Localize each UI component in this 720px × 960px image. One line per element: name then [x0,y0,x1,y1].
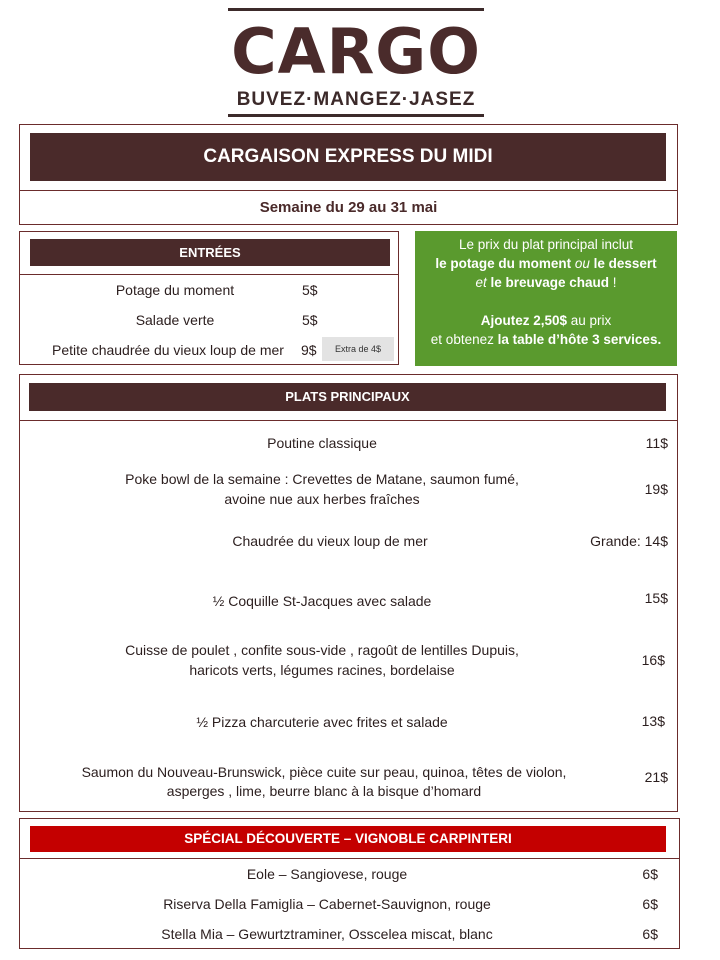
dish-price: 16$ [641,652,665,668]
dish-name: ½ Pizza charcuterie avec frites et salade [196,714,448,730]
page-title: CARGAISON EXPRESS DU MIDI [30,133,666,181]
dish-name: Cuisse de poulet , confite sous-vide , ragoût de lentilles Dupuis, [125,642,519,658]
item-price: 5$ [302,312,318,328]
dish-name: Saumon du Nouveau-Brunswick, pièce cuite sur peau, quinoa, têtes de violon, [81,764,567,780]
logo [228,6,484,122]
promo-line [415,273,677,292]
promo-box [415,231,677,366]
dish-name: ½ Coquille St-Jacques avec salade [212,593,432,609]
dish-price: 11$ [645,435,668,451]
wine-item: Riserva Della Famiglia – Cabernet-Sauvignon, rouge [163,896,491,912]
promo-text: et obtenez [430,332,494,347]
week-label: Semaine du 29 au 31 mai [259,199,438,216]
item-price: 5$ [302,282,318,298]
item-price: 9$ [301,342,317,358]
list-item: Potage du moment [115,282,235,298]
promo-text: et [475,275,487,290]
promo-text: le breuvage chaud [490,275,610,290]
logo-tagline: BUVEZ·MANGEZ·JASEZ [236,89,476,110]
dish-name: Poke bowl de la semaine : Crevettes de Matane, saumon fumé, [125,471,519,487]
dish-name: Chaudrée du vieux loup de mer [232,533,428,549]
logo-bottom-rule [228,114,484,117]
dish-name-cont: haricots verts, légumes racines, bordelaise [189,662,455,678]
promo-text: Le prix du plat principal inclut [458,237,634,252]
extra-badge: Extra de 4$ [322,337,394,361]
wine-item: Stella Mia – Gewurtztraminer, Osscelea miscat, blanc [161,926,493,942]
wine-price: 6$ [642,926,658,942]
dish-name-cont: asperges , lime, beurre blanc à la bisque d’homard [166,783,482,799]
wine-item: Eole – Sangiovese, rouge [246,866,408,882]
special-title: SPÉCIAL DÉCOUVERTE – VIGNOBLE CARPINTERI [30,826,666,852]
promo-text: le dessert [593,256,657,271]
promo-text: Ajoutez 2,50$ [480,313,567,328]
dish-price: 21$ [644,769,668,785]
dish-name: Poutine classique [267,435,377,451]
header-divider [19,190,678,191]
promo-text: ! [612,275,617,290]
logo-wordmark: CARGO [231,15,481,88]
list-item: Petite chaudrée du vieux loup de mer [52,342,284,358]
entrees-title: ENTRÉES [30,239,390,266]
promo-text: ou [574,256,590,271]
special-divider [19,858,680,859]
dish-price: 15$ [644,590,668,606]
list-item: Salade verte [135,312,215,328]
promo-line [415,235,677,254]
promo-line [415,330,677,349]
promo-line [415,311,677,330]
logo-top-rule [228,8,484,11]
dish-price: Grande: 14$ [590,533,668,549]
promo-text: le potage du moment [435,256,572,271]
dish-name-cont: avoine nue aux herbes fraîches [224,491,420,507]
wine-price: 6$ [642,866,658,882]
wine-price: 6$ [642,896,658,912]
promo-text: au prix [570,313,612,328]
dish-price: 19$ [644,481,668,497]
entrees-divider [19,274,399,275]
plats-divider [19,420,678,421]
promo-text: la table d’hôte 3 services. [497,332,662,347]
promo-spacer [415,292,677,311]
promo-line [415,254,677,273]
dish-price: 13$ [641,713,665,729]
plats-title: PLATS PRINCIPAUX [29,383,666,411]
